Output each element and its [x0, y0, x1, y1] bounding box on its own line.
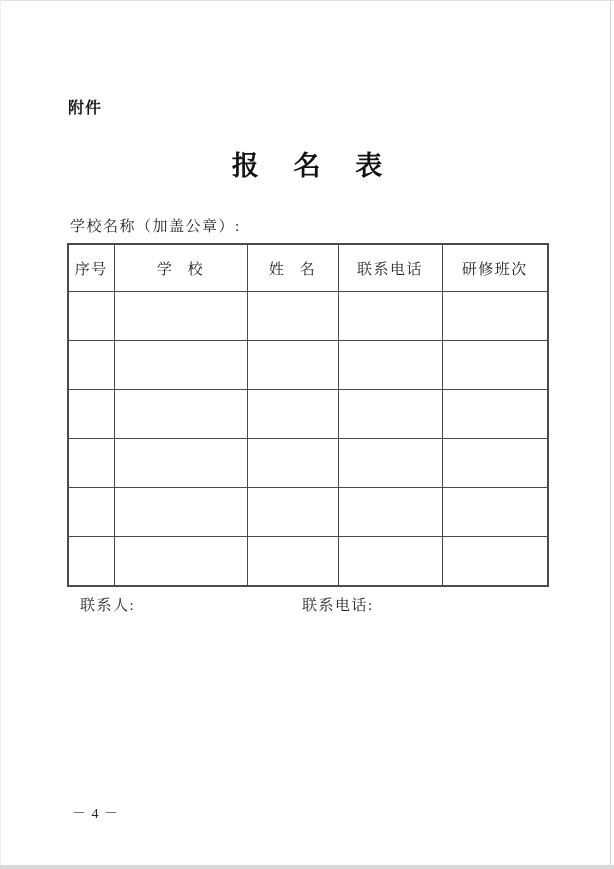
table-cell: [114, 341, 247, 390]
table-cell: [338, 439, 442, 488]
table-row: [68, 537, 548, 587]
table-cell: [442, 292, 548, 341]
table-cell: [247, 439, 338, 488]
contact-person-label: 联系人:: [80, 598, 136, 614]
table-cell: [68, 341, 114, 390]
table-cell: [247, 292, 338, 341]
table-cell: [114, 537, 247, 587]
table-row: [68, 341, 548, 390]
table-cell: [338, 292, 442, 341]
table-cell: [442, 537, 548, 587]
table-row: [68, 439, 548, 488]
table-cell: [247, 390, 338, 439]
table-header-cell: 研修班次: [442, 244, 548, 292]
table-cell: [338, 488, 442, 537]
table-header-row: [68, 244, 548, 292]
table-cell: [68, 537, 114, 587]
table-cell: [68, 292, 114, 341]
attachment-label: 附件: [68, 100, 103, 117]
table-cell: [442, 341, 548, 390]
contact-phone-label: 联系电话:: [302, 598, 374, 614]
table-cell: [247, 341, 338, 390]
table-row: [68, 390, 548, 439]
table-cell: [68, 488, 114, 537]
table-cell: [68, 390, 114, 439]
table-cell: [247, 488, 338, 537]
table-cell: [114, 439, 247, 488]
table-cell: [442, 439, 548, 488]
table-cell: [338, 537, 442, 587]
table-header-cell: 联系电话: [338, 244, 442, 292]
table-header-cell: 序号: [68, 244, 114, 292]
page-top-edge: [0, 0, 614, 1]
table-cell: [442, 488, 548, 537]
table-cell: [114, 292, 247, 341]
table-row: [68, 488, 548, 537]
table-cell: [68, 439, 114, 488]
table-cell: [247, 537, 338, 587]
table-header-cell: 姓 名: [247, 244, 338, 292]
form-title: 报 名 表: [231, 151, 383, 181]
school-name-label: 学校名称（加盖公章）:: [70, 219, 241, 235]
table-cell: [114, 390, 247, 439]
registration-table: [67, 243, 549, 587]
table-cell: [338, 390, 442, 439]
table-cell: [442, 390, 548, 439]
page-number: － 4 －: [72, 807, 119, 822]
table-row: [68, 292, 548, 341]
page-left-edge: [0, 0, 1, 869]
page-bottom-edge: [0, 865, 614, 869]
table-header-cell: 学 校: [114, 244, 247, 292]
table-body: [68, 292, 548, 587]
table-cell: [114, 488, 247, 537]
table-cell: [338, 341, 442, 390]
page-right-edge: [610, 0, 611, 869]
